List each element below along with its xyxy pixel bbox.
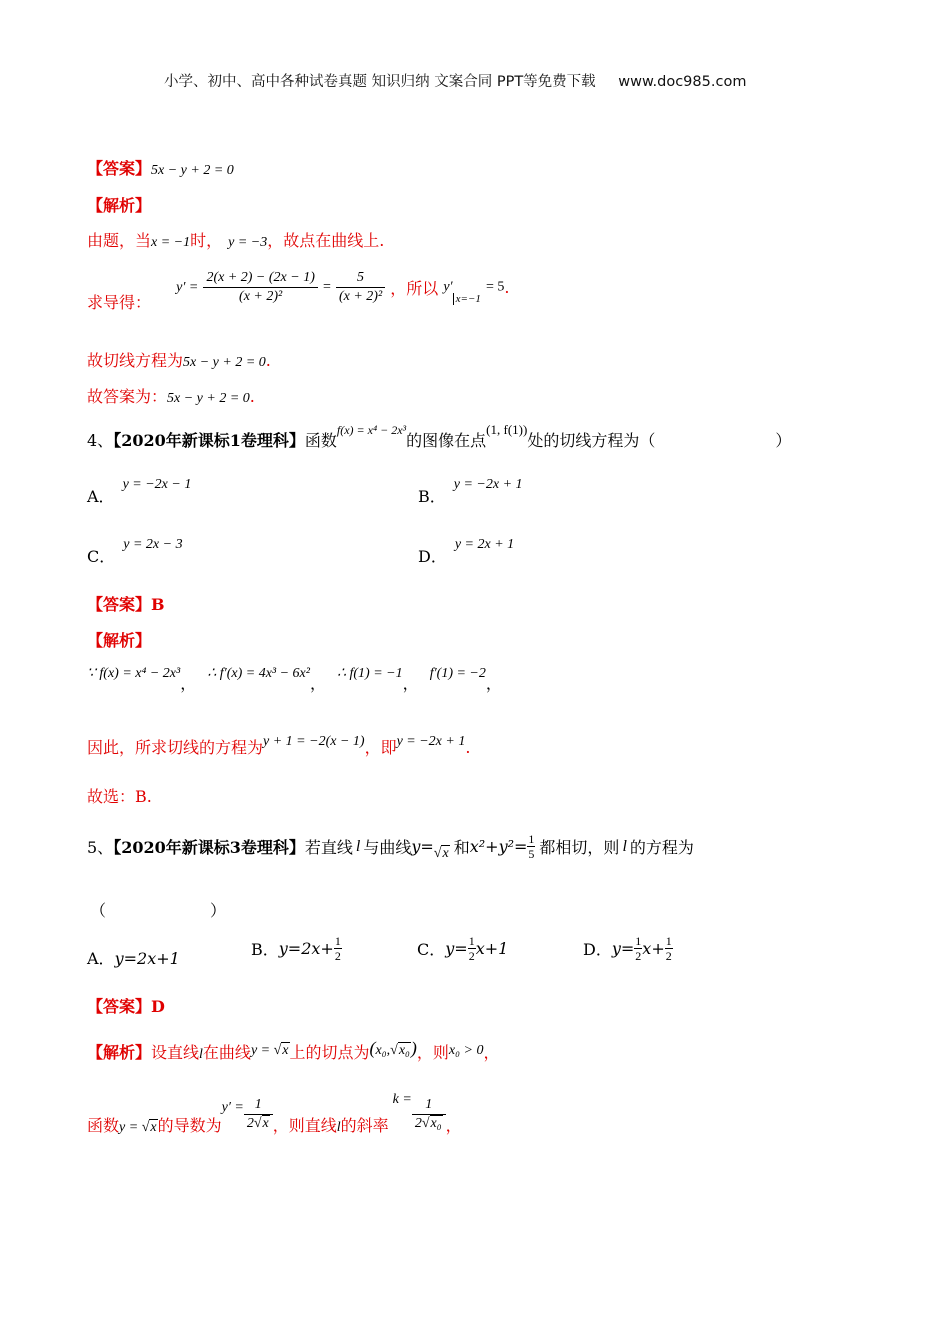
text: 的斜率 bbox=[340, 1116, 389, 1135]
option-equation: y=2x+ bbox=[278, 939, 334, 958]
sqrt-radicand: x₀ bbox=[430, 1116, 442, 1131]
denominator: 2√x bbox=[246, 1116, 269, 1131]
numerator: 1 bbox=[665, 934, 672, 948]
prev-line-4 bbox=[87, 384, 255, 407]
text: ， bbox=[445, 1116, 462, 1135]
text: . bbox=[249, 387, 255, 406]
math: y′ bbox=[443, 279, 453, 295]
math: 2 bbox=[246, 1116, 254, 1131]
simplified-fraction bbox=[336, 269, 385, 306]
denominator: (x + 2)² bbox=[239, 289, 283, 304]
text: 的导数为 bbox=[157, 1116, 222, 1135]
sqrt-x: √x bbox=[433, 846, 449, 861]
math: 5x − y + 2 = 0 bbox=[183, 355, 266, 370]
math: l bbox=[622, 837, 627, 855]
option-label: A． bbox=[87, 487, 115, 506]
q4-choose: 故选：B. bbox=[87, 787, 152, 806]
denominator: 2√x₀ bbox=[414, 1116, 442, 1131]
q5-option-d bbox=[583, 934, 673, 963]
text: 故切线方程为 bbox=[87, 351, 184, 370]
text: 处的切线方程为（ bbox=[527, 431, 656, 450]
tangent-point: (x₀,√x₀) bbox=[369, 1038, 417, 1058]
prev-answer-line bbox=[87, 156, 234, 179]
q5-stem bbox=[87, 832, 694, 862]
numerator: 1 bbox=[412, 1096, 446, 1115]
denominator: 2 bbox=[468, 949, 475, 963]
q4-option-a bbox=[87, 468, 191, 507]
math: y + 1 = −2(x − 1) bbox=[263, 734, 365, 749]
text: ，即 bbox=[364, 738, 397, 757]
denominator: 2 bbox=[665, 949, 672, 963]
math: ∵ f(x) = x⁴ − 2x³ bbox=[87, 666, 181, 681]
denominator: (x + 2)² bbox=[338, 289, 383, 304]
math-subscript: x=−1 bbox=[453, 293, 481, 305]
option-label: B． bbox=[418, 487, 446, 506]
prev-line-2 bbox=[87, 262, 509, 313]
math: 5x − y + 2 = 0 bbox=[167, 391, 250, 406]
text: . bbox=[504, 278, 510, 297]
prev-line-1 bbox=[87, 228, 384, 251]
math: , bbox=[386, 1043, 391, 1058]
text: ） bbox=[210, 901, 227, 920]
math: (1, f(1)) bbox=[486, 422, 528, 437]
sqrt-x: √x bbox=[273, 1043, 289, 1058]
math: k = bbox=[392, 1092, 412, 1107]
text: 在曲线 bbox=[202, 1043, 251, 1062]
answer-equation: 5x − y + 2 = 0 bbox=[151, 163, 234, 178]
option-equation: y = −2x − 1 bbox=[122, 477, 192, 492]
text: 的方程为 bbox=[629, 838, 694, 857]
q4-option-d bbox=[418, 528, 514, 567]
math: x₀ > 0 bbox=[448, 1043, 484, 1058]
math: y = −3 bbox=[228, 235, 268, 250]
math: l bbox=[336, 1120, 341, 1135]
math: = bbox=[322, 279, 331, 295]
q5-solution-line-2 bbox=[87, 1092, 462, 1136]
text: 若直线 bbox=[304, 838, 353, 857]
math: y= bbox=[411, 837, 434, 856]
math: y = bbox=[250, 1043, 274, 1058]
text: ，所以 bbox=[390, 279, 439, 298]
half-fraction bbox=[665, 934, 673, 963]
option-label: C． bbox=[417, 940, 446, 959]
text: 求导得： bbox=[87, 293, 152, 312]
q5-option-a bbox=[87, 934, 180, 969]
math: l bbox=[199, 1047, 203, 1062]
half-fraction bbox=[468, 934, 476, 963]
page-header bbox=[164, 70, 746, 91]
math: l bbox=[355, 837, 361, 855]
text: （ bbox=[90, 901, 107, 920]
numerator: 5 bbox=[336, 269, 385, 288]
math: y′ = bbox=[221, 1100, 244, 1115]
denominator: 2 bbox=[334, 949, 341, 963]
text: . bbox=[265, 351, 271, 370]
text: 函数 bbox=[304, 431, 337, 450]
q4-solution-line-2 bbox=[87, 734, 470, 758]
sqrt-radicand: x₀ bbox=[398, 1043, 410, 1058]
analysis-label: 【解析】 bbox=[87, 1043, 152, 1062]
q4-analysis-label: 【解析】 bbox=[87, 631, 152, 650]
text: 上的切点为 bbox=[289, 1043, 370, 1062]
text: ，则 bbox=[416, 1043, 449, 1062]
sqrt-radicand: x bbox=[282, 1043, 289, 1058]
math: f(x) = x⁴ − 2x³ bbox=[336, 423, 407, 437]
q5-answer: 【答案】D bbox=[87, 997, 165, 1016]
option-equation: y = 2x + 1 bbox=[454, 537, 515, 552]
text: ， bbox=[485, 674, 502, 693]
math: x₀ bbox=[375, 1043, 387, 1058]
question-number: 4、 bbox=[87, 431, 114, 450]
denominator: 2 bbox=[635, 949, 642, 963]
text: 由题，当 bbox=[87, 231, 152, 250]
text: ， bbox=[483, 1043, 500, 1062]
header-text: 小学、初中、高中各种试卷真题 知识归纳 文案合同 PPT等免费下载 bbox=[164, 74, 596, 90]
text: 的图像在点 bbox=[406, 431, 487, 450]
option-label: A． bbox=[87, 949, 115, 968]
question-source: 【2020年新课标3卷理科】 bbox=[113, 838, 305, 857]
one-fifth-fraction bbox=[527, 832, 535, 861]
option-equation: x+ bbox=[642, 939, 665, 958]
math: x²+y²= bbox=[469, 837, 528, 856]
option-equation: y = 2x − 3 bbox=[123, 537, 183, 552]
math: y′ = bbox=[176, 279, 199, 295]
numerator: 1 bbox=[528, 832, 535, 846]
text: 时， bbox=[190, 231, 223, 250]
q4-solution-line-1 bbox=[87, 662, 502, 694]
text: 都相切，则 bbox=[539, 838, 620, 857]
prev-analysis-label: 【解析】 bbox=[87, 196, 152, 215]
slope-fraction bbox=[412, 1096, 446, 1133]
question-number: 5、 bbox=[87, 838, 114, 857]
text: 故答案为： bbox=[87, 387, 168, 406]
sqrt-radicand: x bbox=[442, 846, 449, 861]
text: 和 bbox=[453, 838, 470, 857]
option-equation: x+1 bbox=[475, 939, 509, 958]
numerator: 1 bbox=[244, 1096, 273, 1115]
prev-line-3 bbox=[87, 348, 271, 371]
q4-answer: 【答案】B bbox=[87, 595, 165, 614]
text: 设直线 bbox=[151, 1043, 200, 1062]
half-fraction bbox=[334, 934, 342, 963]
q4-option-b bbox=[418, 468, 523, 507]
question-source: 【2020年新课标1卷理科】 bbox=[113, 431, 305, 450]
numerator: 1 bbox=[334, 934, 341, 948]
text: ，则直线 bbox=[272, 1116, 337, 1135]
text: ， bbox=[180, 674, 197, 693]
math: ∴ f(1) = −1 bbox=[337, 666, 403, 681]
option-equation: y= bbox=[611, 939, 635, 958]
math: y = bbox=[119, 1120, 142, 1135]
math: f′(1) = −2 bbox=[429, 666, 486, 681]
math: y = −2x + 1 bbox=[396, 734, 466, 749]
sqrt-radicand: x bbox=[150, 1120, 157, 1135]
text: 因此，所求切线的方程为 bbox=[87, 738, 264, 757]
numerator: 1 bbox=[635, 934, 642, 948]
math: x = −1 bbox=[151, 235, 191, 250]
math: ∴ f′(x) = 4x³ − 6x² bbox=[207, 666, 310, 681]
text: ，故点在曲线上. bbox=[267, 231, 385, 250]
sqrt-x: √x bbox=[141, 1120, 157, 1135]
numerator: 2(x + 2) − (2x − 1) bbox=[203, 269, 317, 288]
math: 2 bbox=[414, 1116, 422, 1131]
numerator: 1 bbox=[468, 934, 475, 948]
text: ， bbox=[309, 674, 326, 693]
denominator: 5 bbox=[528, 847, 535, 861]
option-label: B． bbox=[251, 940, 279, 959]
text: ， bbox=[402, 674, 419, 693]
text: . bbox=[465, 738, 471, 757]
option-label: D． bbox=[583, 940, 612, 959]
option-equation: y = −2x + 1 bbox=[453, 477, 523, 492]
option-label: D． bbox=[418, 547, 447, 566]
q5-option-b bbox=[251, 934, 342, 963]
q4-stem bbox=[87, 422, 791, 451]
sqrt-radicand: x bbox=[262, 1116, 269, 1131]
option-equation: y=2x+1 bbox=[114, 949, 180, 968]
header-site: www.doc985.com bbox=[618, 74, 747, 90]
math: = 5 bbox=[485, 279, 505, 295]
option-equation: y= bbox=[445, 939, 468, 958]
q4-option-c bbox=[87, 528, 183, 567]
text: 与曲线 bbox=[363, 838, 412, 857]
derivative-fraction bbox=[203, 269, 317, 306]
q5-option-c bbox=[417, 934, 508, 963]
answer-label: 【答案】 bbox=[87, 159, 152, 178]
q5-blank bbox=[90, 898, 226, 921]
q5-solution-line-1 bbox=[87, 1038, 499, 1063]
derivative-fraction bbox=[244, 1096, 273, 1133]
text: ） bbox=[775, 431, 792, 450]
option-label: C． bbox=[87, 547, 116, 566]
text: 函数 bbox=[87, 1116, 120, 1135]
